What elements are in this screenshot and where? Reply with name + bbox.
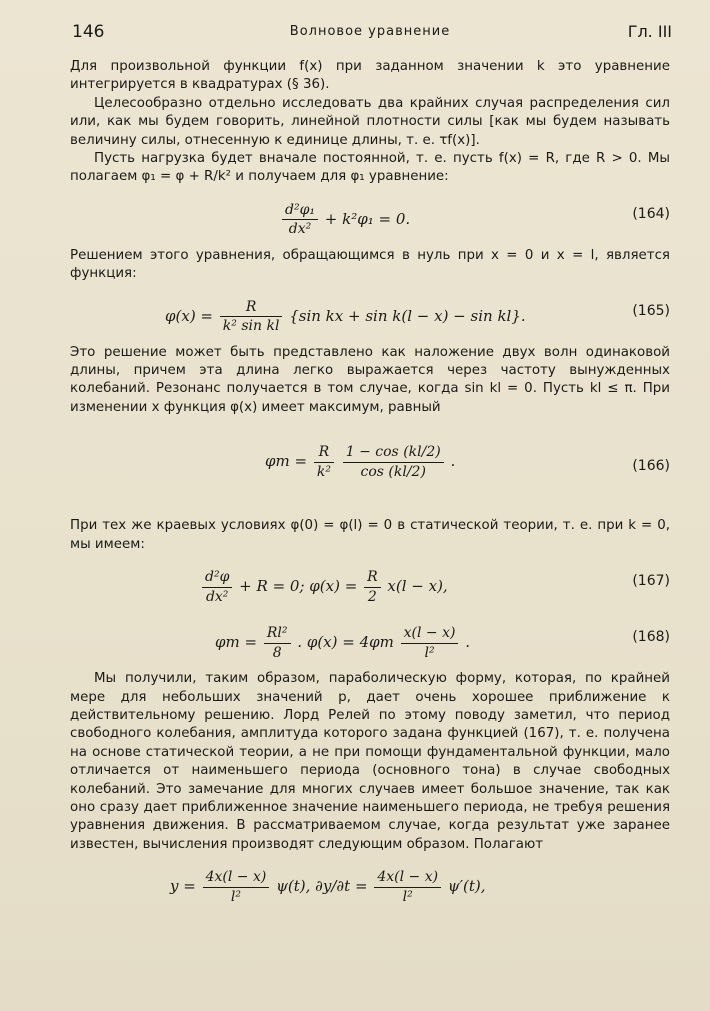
equation-number: (164) xyxy=(632,205,670,222)
paragraph: При тех же краевых условиях φ(0) = φ(l) = 0 в статической теории, т. е. при k = 0, мы имеем: xyxy=(70,518,670,552)
page-number: 146 xyxy=(72,22,105,42)
equation-final: y = $\frac{4x(l - x)}{\text{l²}}$ ψ(t), ∂y/∂t = $\frac{4x(l - x)}{\text{l²}}$ ψ′(t), xyxy=(170,869,486,905)
equation-164: $\frac{\text{d²φ₁}}{\text{dx²}}$ + k²φ₁ = 0. (164) xyxy=(70,191,670,243)
body-text xyxy=(70,58,670,914)
running-title: Волновое уравнение xyxy=(289,24,451,39)
equation-number: (166) xyxy=(632,458,670,475)
paragraph: Мы получили, таким образом, параболическую форму, которая, по крайней мере для небольших значений p, дает очень хорошее приближение к действительному решению. Лорд Релей по этому поводу заметил, что период свободного колебания, амплитуда которого задана функцией (167), т. е. получена на основе статической теории, а не при помощи фундаментальной функции, мало отличается от наименьшего периода (основного тона) в случае свободных колебаний. Это замечание для многих случаев имеет большое значение, так как оно сразу дает приближенное значение наименьшего периода, не требуя решения уравнения движения. В рассматриваемом случае, когда результат уже заранее известен, вычисления производят следующим образом. Полагают xyxy=(70,671,670,852)
page-header xyxy=(68,22,672,46)
chapter-label: Гл. III xyxy=(627,22,672,41)
equation-165: φ(x) = $\frac{R}{\text{k² sin kl}}$ {sin kx + sin k(l − x) − sin kl}. (165) xyxy=(165,298,670,335)
paragraph: Целесообразно отдельно исследовать два крайних случая распределения сил или, как мы будем говорить, линейной плотности силы [как мы будем называть величину силы, отнесенную к единице длины, т. е. τf(x)]. xyxy=(70,95,670,148)
paragraph: Пусть нагрузка будет вначале постоянной, т. е. пусть f(x) = R, где R > 0. Мы полагаем φ₁ = φ + R/k² и получаем для φ₁ уравнение: xyxy=(70,151,670,185)
equation-166: φm = $\frac{R}{\text{k²}}$ $\frac{1 - \cos (kl/2)}{\cos (kl/2)}$ . (166) xyxy=(265,444,670,480)
equation-168: φm = $\frac{\text{Rl²}}{8}$ . φ(x) = 4φm $\frac{x(l - x)}{\text{l²}}$ . (168) xyxy=(215,625,670,661)
equation-167: $\frac{\text{d²φ}}{\text{dx²}}$ + R = 0; φ(x) = $\frac{R}{2}$ x(l − x), (167) xyxy=(70,558,670,610)
paragraph: Решением этого уравнения, обращающимся в нуль при x = 0 и x = l, является функция: xyxy=(70,247,670,282)
paragraph: Для произвольной функции f(x) при заданном значении k это уравнение интегрируется в квадратурах (§ 36). xyxy=(70,59,670,93)
equation-number: (165) xyxy=(632,302,670,319)
equation-number: (168) xyxy=(632,629,670,646)
paragraph: Это решение может быть представлено как наложение двух волн одинаковой длины, причем эта длина легко выражается через частоту вынужденных колебаний. Резонанс получается в том случае, когда sin kl = 0. Пусть kl ≤ π. При изменении x функция φ(x) имеет максимум, равный xyxy=(70,344,670,415)
equation-number: (167) xyxy=(632,573,670,590)
